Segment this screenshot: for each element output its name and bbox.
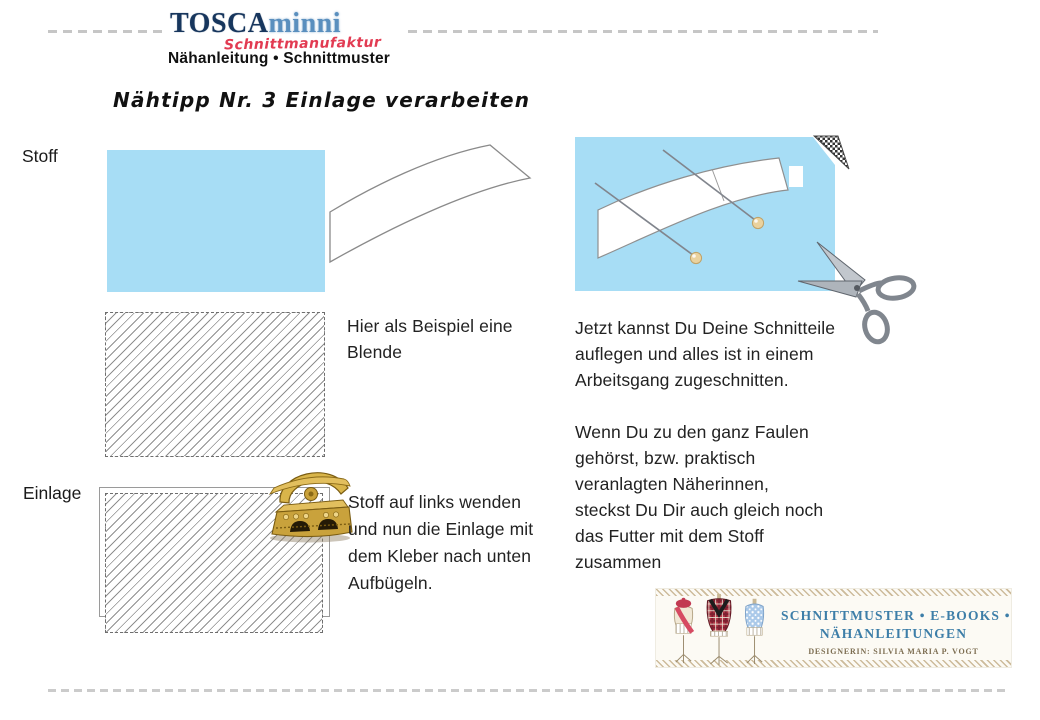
- caption-tip-line: zusammen: [575, 552, 662, 572]
- caption-iron-line: Aufbügeln.: [348, 573, 433, 593]
- caption-tip-line: veranlagten Näherinnen,: [575, 474, 769, 494]
- caption-tip-line: steckst Du Dir auch gleich noch: [575, 500, 824, 520]
- top-dashed-rule-left: [48, 30, 164, 33]
- caption-iron-line: und nun die Einlage mit: [348, 519, 534, 539]
- badge-line1: SCHNITTMUSTER • E-BOOKS •: [781, 608, 1011, 623]
- iron-icon: [264, 458, 354, 546]
- small-white-notch: [789, 166, 803, 187]
- pin-icon: [595, 183, 702, 264]
- caption-tip-line: gehörst, bzw. praktisch: [575, 448, 756, 468]
- caption-cutting-line: Arbeitsgang zugeschnitten.: [575, 370, 789, 390]
- pin-icon: [663, 150, 764, 229]
- caption-blende-line: Blende: [347, 342, 403, 362]
- bottom-dashed-rule: [48, 689, 1005, 692]
- fabric-swatch-blue: [107, 150, 325, 292]
- top-dashed-rule-right: [408, 30, 878, 33]
- checkered-fold-corner-icon: [814, 136, 849, 169]
- pinned-pattern-piece: [598, 158, 788, 258]
- brand-name-secondary: minni: [268, 8, 341, 39]
- brand-script-subtitle: Schnittmanufaktur: [223, 34, 382, 54]
- badge-line2: NÄHANLEITUNGEN: [819, 626, 968, 641]
- brand-logo: [170, 10, 341, 38]
- footer-brand-badge: [655, 588, 1012, 668]
- brand-tagline: Nähanleitung • Schnittmuster: [168, 50, 391, 67]
- caption-cutting-line: auflegen und alles ist in einem: [575, 344, 814, 364]
- caption-blende-line: Hier als Beispiel eine: [347, 316, 513, 336]
- label-einlage: Einlage: [23, 483, 82, 503]
- caption-tip: [575, 419, 823, 575]
- pattern-piece-blende: [318, 128, 543, 273]
- caption-iron-line: Stoff auf links wenden: [348, 492, 522, 512]
- caption-iron: [348, 489, 533, 597]
- fabric-blue-right: [575, 137, 835, 291]
- brand-name-primary: TOSCA: [170, 8, 269, 39]
- mannequins-icon: [662, 593, 777, 665]
- page-title: Nähtipp Nr. 3 Einlage verarbeiten: [113, 88, 531, 112]
- caption-cutting-line: Jetzt kannst Du Deine Schnitteile: [575, 318, 836, 338]
- caption-tip-line: Wenn Du zu den ganz Faulen: [575, 422, 809, 442]
- pattern-piece-overlap-edge: [712, 169, 724, 201]
- badge-text-block: [781, 607, 1011, 656]
- caption-iron-line: dem Kleber nach unten: [348, 546, 532, 566]
- caption-tip-line: das Futter mit dem Stoff: [575, 526, 764, 546]
- caption-cutting: [575, 315, 835, 393]
- badge-designer: DESIGNERIN: SILVIA MARIA P. VOGT: [808, 647, 979, 656]
- label-stoff: Stoff: [22, 146, 58, 166]
- caption-blende: [347, 313, 513, 365]
- interfacing-swatch-hatch: [105, 312, 325, 457]
